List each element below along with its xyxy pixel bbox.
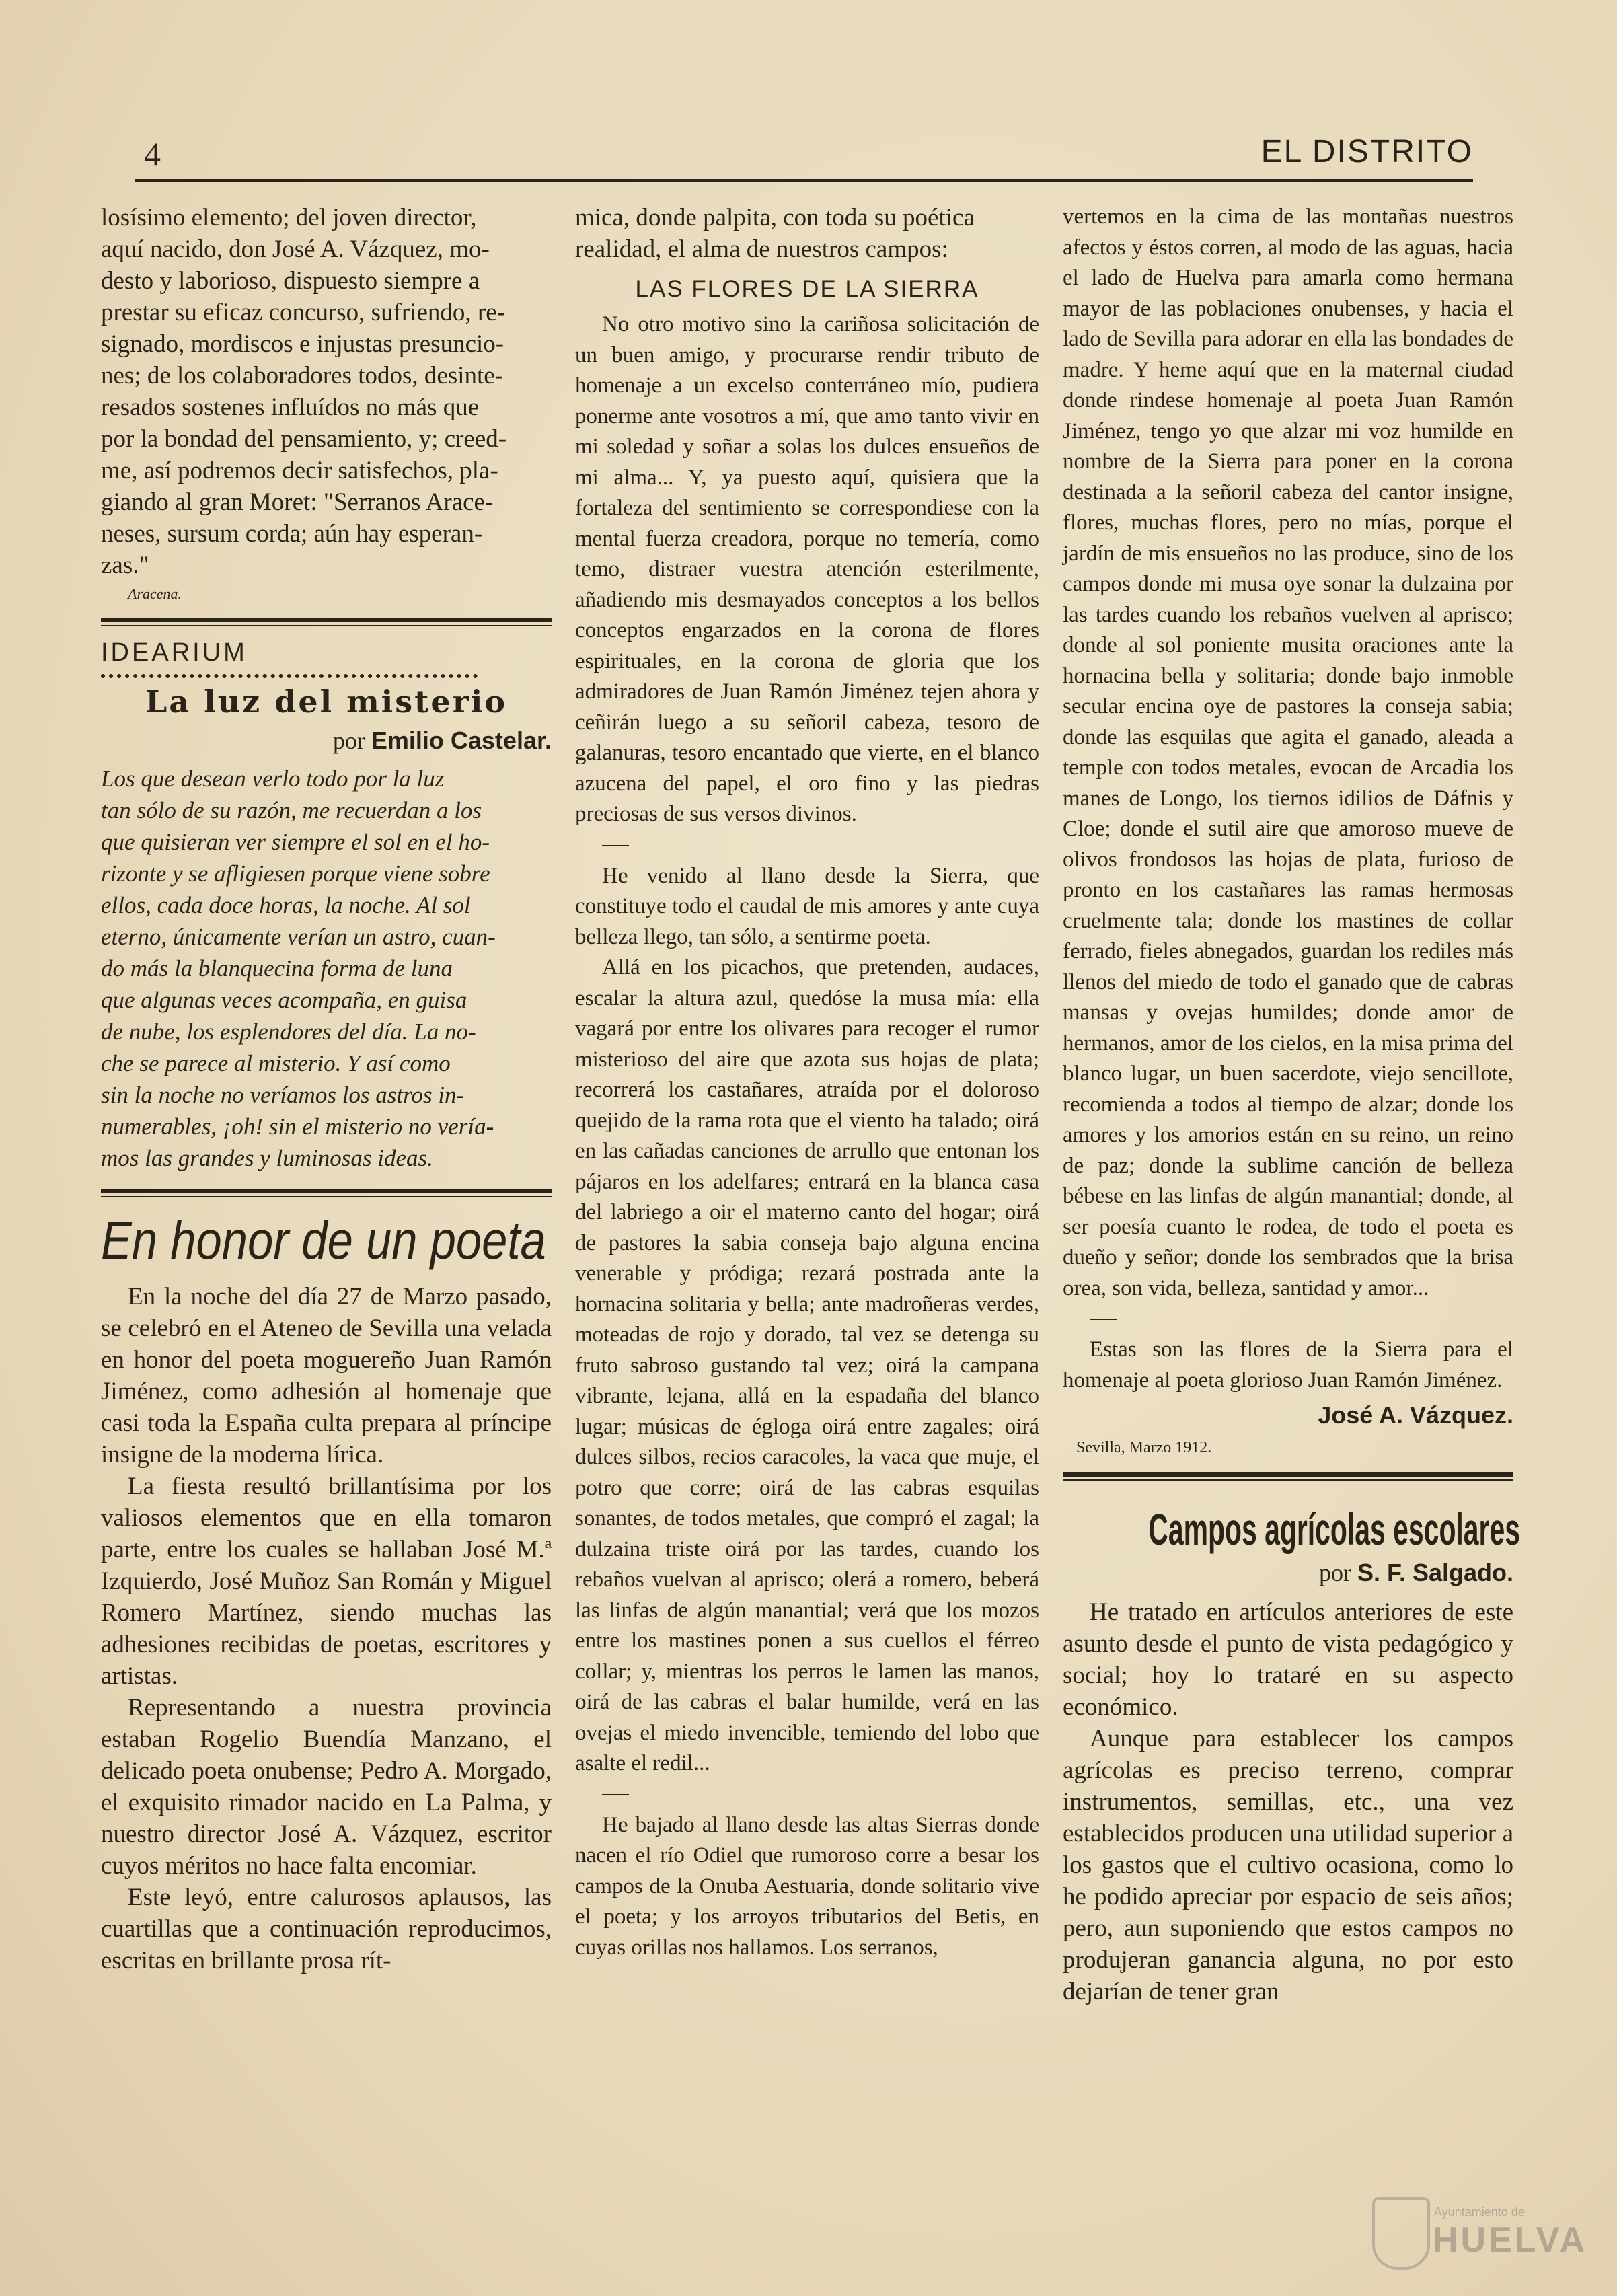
ideario-byline — [101, 727, 552, 755]
campos-article — [1063, 1596, 1513, 2007]
byline-prefix: por — [332, 727, 365, 754]
paragraph: He tratado en artículos anteriores de este asunto desde el punto de vista pedagógico y social; hoy lo trataré en su aspecto económico. — [1063, 1598, 1513, 1721]
honor-article — [101, 1281, 552, 1976]
paragraph: Estas son las flores de la Sierra para el homenaje al poeta glorioso Juan Ramón Jiménez. — [1063, 1337, 1513, 1393]
text-line: Los que desean verlo todo por la luz — [101, 766, 445, 792]
watermark-line1: Ayuntamiento de — [1434, 2205, 1525, 2219]
col2-intro — [575, 202, 1039, 265]
section-rule — [101, 1189, 552, 1193]
text-line: sin la noche no veríamos los astros in- — [101, 1082, 465, 1108]
paragraph: Este leyó, entre calurosos aplausos, las cuartillas que a continuación reproducimos, escritas en brillante prosa rít- — [101, 1884, 552, 1974]
dotted-divider — [101, 674, 478, 678]
section-rule — [101, 618, 552, 622]
paragraph: Aunque para establecer los campos agrícolas es preciso terreno, comprar instrumentos, semillas, etc., una vez establecidos producen una utilidad superior a los gastos que el cultivo ocasiona, como lo he podido apreciar por espacio de seis años; pero, aun suponiendo que estos campos no produjeran ganancia alguna, no por esto dejarían de tener gran — [1063, 1725, 1513, 2005]
flores-continuation — [1063, 202, 1513, 1396]
campos-byline — [1063, 1559, 1513, 1587]
text-line: do más la blanquecina forma de luna — [101, 955, 453, 982]
text-line: prestar su eficaz concurso, sufriendo, re- — [101, 299, 505, 326]
paragraph: vertemos en la cima de las montañas nuestros afectos y éstos corren, al modo de las aguas, hacia el lado de Huelva para amarla como hermana mayor de las poblaciones onubenses, y hacia el lado de Sevilla para adorar en ella las bondades de madre. Y heme aquí que en la maternal ciudad donde rindese homenaje al poeta Juan Ramón Jiménez, tengo yo que alzar mi voz humilde en nombre de la Sierra para poner en la corona destinada a la señoril cabeza del cantor insigne, flores, muchas flores, pero no mías, porque el jardín de mis ensueños no las produce, sino de los campos donde mi musa oye sonar la dulzaina por las tardes cuando los rebaños vuelven al aprisco; donde al sol poniente musita oraciones ante la hornacina bella y solitaria; donde bajo inmoble secular encina oye de pastores la conseja sabia; donde las esquilas que agita el ganado, aleada a temple con todos metales, evocan de Arcadia los manes de Longo, los tiernos idilios de Dáfnis y Cloe; donde el sutil aire que amoroso mueve de olivos frondosos las hojas de plata, furioso de pronto en los castañares las ramas hermosas cruelmente tala; donde los mastines de collar ferrado, fieles abnegados, guardan los rediles más llenos del miedo de todo el ganado que de cabras mansas y ovejas humildes; donde amor de hermanos, amor de los cielos, en la misa prima del blanco lugar, un buen sacerdote, viejo sencillote, recomienda a todos al tiempo de alzar; donde los amores y los amorios están en su reino, un reino de paz; donde la sublime canción de belleza bébese en las linfas de algún manantial; donde, al ser poesía cuanto le rodea, de todo el poeta es dueño y señor; donde los sembrados que la brisa orea, son vida, belleza, santidad y amor... — [1063, 205, 1513, 1300]
text-line: che se parece al misterio. Y así como — [101, 1050, 451, 1076]
paragraph: Representando a nuestra provincia estaban Rogelio Buendía Manzano, el delicado poeta onubense; Pedro A. Morgado, el exquisito rimador nacido en La Palma, y nuestro director José A. Vázquez, escritor cuyos méritos no hace falta encomiar. — [101, 1694, 552, 1880]
text-line: por la bondad del pensamiento, y; creed- — [101, 425, 507, 453]
paragraph-separator — [602, 1794, 629, 1795]
text-line: ellos, cada doce horas, la noche. Al sol — [101, 892, 471, 918]
text-line: realidad, el alma de nuestros campos: — [575, 235, 948, 263]
section-rule-thin — [101, 625, 552, 626]
dateline: Sevilla, Marzo 1912. — [1076, 1439, 1212, 1456]
masthead: EL DISTRITO — [1261, 134, 1473, 170]
text-line: nes; de los colaboradores todos, desinte- — [101, 362, 504, 390]
section-rule-thin — [1063, 1479, 1513, 1481]
section-rule-thin — [101, 1196, 552, 1197]
text-line: numerables, ¡oh! sin el misterio no vería- — [101, 1113, 494, 1140]
paragraph: La fiesta resultó brillantísima por los valiosos elementos que en ella tomaron parte, entre los cuales se hallaban José M.ª Izquierdo, José Muñoz San Román y Miguel Romero Martínez, siendo muchas las adhesiones recibidas de poetas, escritores y artistas. — [101, 1473, 552, 1690]
text-line: de nube, los esplendores del día. La no- — [101, 1019, 476, 1045]
signature: José A. Vázquez. — [1318, 1401, 1513, 1429]
column-2 — [575, 202, 1039, 1963]
text-line: giando al gran Moret: "Serranos Arace- — [101, 488, 494, 516]
text-line: aquí nacido, don José A. Vázquez, mo- — [101, 235, 490, 263]
text-line: mos las grandes y luminosas ideas. — [101, 1145, 433, 1171]
campos-title: Campos agrícolas escolares — [1148, 1504, 1521, 1554]
page-number: 4 — [144, 135, 161, 173]
paragraph: He venido al llano desde la Sierra, que constituye todo el caudal de mis amores y ante cuya belleza llego, tan sólo, a sentirme poeta. — [575, 863, 1039, 949]
page-header — [135, 128, 1473, 182]
text-line: losísimo elemento; del joven director, — [101, 204, 477, 231]
text-line: que quisieran ver siempre el sol en el ho- — [101, 829, 490, 855]
watermark-line2: HUELVA — [1433, 2221, 1588, 2260]
text-line: eterno, únicamente verían un astro, cuan- — [101, 924, 496, 950]
place-note: Aracena. — [128, 585, 182, 602]
byline-author: Emilio Castelar. — [371, 727, 552, 754]
paragraph: No otro motivo sino la cariñosa solicitación de un buen amigo, y procurarse rendir tributo de homenaje a un excelso conterráneo mío, pudiera ponerme ante vosotros a mí, que amo tanto vivir en mi soledad y soñar a solas los dulces ensueños de mi alma... Y, ya puesto aquí, quisiera que la fortaleza del sentimiento se correspondiese con la mental fuerza creadora, porque no temería, como temo, distraer vuestra atención esterilmente, añadiendo mis desmayados conceptos a los bellos conceptos engarzados en la corona de flores espirituales, en la corona de gloria que los admiradores de Juan Ramón Jiménez tejen ahora y ceñirán luego a su señoril cabeza, tesoro de galanuras, tesoro encantado que vierte, en el blanco azucena del papel, el oro fino y las piedras preciosas de sus versos divinos. — [575, 312, 1039, 826]
honor-title: En honor de un poeta — [101, 1210, 546, 1270]
text-line: mica, donde palpita, con toda su poética — [575, 204, 975, 231]
text-line: tan sólo de su razón, me recuerdan a los — [101, 797, 482, 823]
text-line: me, así podremos decir satisfechos, pla- — [101, 457, 498, 484]
column-1 — [101, 202, 552, 1976]
paragraph: He bajado al llano desde las altas Sierras donde nacen el río Odiel que rumoroso corre a besar los campos de la Onuba Aestuaria, donde solitario vive el poeta; y los arroyos tributarios del Betis, en cuyas orillas nos hallamos. Los serranos, — [575, 1812, 1039, 1960]
header-rule — [135, 179, 1473, 182]
text-line: desto y laborioso, dispuesto siempre a — [101, 267, 480, 295]
col1-continuation — [101, 202, 552, 581]
paragraph: Allá en los picachos, que pretenden, audaces, escalar la altura azul, quedóse la musa mía: ella vagará por entre los olivares para recoger el rumor misterioso del aire que azota sus hojas de plata; recorrerá los castañares, atraída por el doloroso quejido de la rama rota que el viento ha talado; oirá en las cañadas canciones de arrullo que entonan los pájaros en los adelfares; entrará en la blanca casa del labriego a oir el materno canto del hogar; oirá de pastores la sabia conseja bajo alguna encina venerable y pródiga; rezará postrada ante la hornacina solitaria y bella; ante madroñeras verdes, moteadas de rojo y dorado, tal vez se detenga su fruto sabroso gustando tal vez; oirá la campana vibrante, lejana, allá en la espadaña del blanco lugar; músicas de égloga oirá entre zagales; oirá dulces silbos, recios caracoles, la vaca que muje, el potro que corre; oirá de las cabras esquilas sonantes, de todos metales, que compró el zagal; la dulzaina triste oirá por las tardes, cuando los rebaños vuelvan al aprisco; olerá a romero, beberá las linfas de algún manantial; verá que los mozos entre los mastines ponen a sus cuellos el férreo collar; y, mientras los perros le lamen las manos, oirá de las cabras el balar humilde, verá en las ovejas el miedo invencible, temiendo del lobo que asalte el redil... — [575, 955, 1039, 1775]
text-line: signado, mordiscos e injustas presuncio- — [101, 330, 504, 358]
byline-author: S. F. Salgado. — [1357, 1559, 1513, 1586]
ideario-title: La luz del misterio — [145, 683, 508, 720]
flores-text — [575, 309, 1039, 1963]
column-3 — [1063, 202, 1521, 2007]
archive-watermark — [1372, 2193, 1587, 2274]
text-line: rizonte y se afligiesen porque viene sobre — [101, 860, 490, 887]
shield-icon — [1372, 2197, 1430, 2270]
text-line: zas." — [101, 552, 149, 579]
text-line: neses, sursum corda; aún hay esperan- — [101, 520, 483, 548]
section-rule — [1063, 1472, 1513, 1477]
flores-subhead: LAS FLORES DE LA SIERRA — [635, 276, 979, 302]
text-line: resados sostenes influídos no más que — [101, 394, 480, 421]
byline-prefix: por — [1318, 1559, 1351, 1586]
paragraph-separator — [602, 845, 629, 846]
text-line: que algunas veces acompaña, en guisa — [101, 987, 467, 1013]
paragraph: En la noche del día 27 de Marzo pasado, se celebró en el Ateneo de Sevilla una velada en honor del poeta moguereño Juan Ramón Jiménez, como adhesión al homenaje que casi toda la España culta prepara al príncipe insigne de la moderna lírica. — [101, 1283, 552, 1469]
section-heading-idearium: IDEARIUM — [101, 638, 248, 667]
paragraph-separator — [1090, 1319, 1117, 1320]
ideario-text — [101, 763, 552, 1174]
